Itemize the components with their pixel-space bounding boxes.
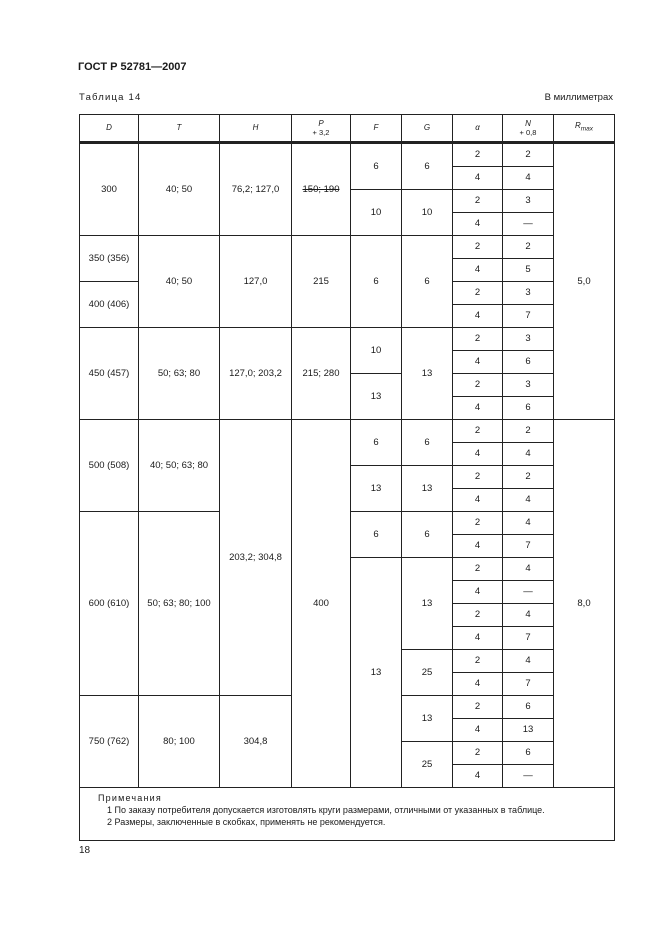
cell-n: 6 [503,350,554,373]
cell-n: 4 [503,166,554,189]
cell-alpha: 4 [453,442,503,465]
cell-alpha: 4 [453,580,503,603]
cell-h: 127,0; 203,2 [220,327,292,419]
note-item: 1 По заказу потребителя допускается изготовлять круги размерами, отличными от указанных в таблице. [107,804,545,815]
cell-n: 3 [503,189,554,212]
cell-p: 150; 190 [292,143,351,235]
cell-r: 5,0 [554,143,615,419]
cell-alpha: 4 [453,166,503,189]
notes-row [80,787,615,840]
cell-alpha: 2 [453,603,503,626]
dimensions-table [79,114,615,841]
cell-n: 7 [503,626,554,649]
cell-g: 13 [402,465,453,511]
col-header-r: $R_{max}$ [554,115,615,142]
cell-alpha: 4 [453,626,503,649]
cell-h: 203,2; 304,8 [220,419,292,695]
cell-f: 13 [351,465,402,511]
col-header-d: D [80,115,139,142]
document-title: ГОСТ Р 52781—2007 [78,61,187,73]
cell-g: 13 [402,327,453,419]
cell-f: 10 [351,189,402,235]
cell-alpha: 4 [453,304,503,327]
cell-alpha: 4 [453,212,503,235]
cell-t: 80; 100 [139,695,220,787]
notes-title: Примечания [98,792,162,803]
cell-alpha: 4 [453,488,503,511]
cell-d: 500 (508) [80,419,139,511]
cell-n: 2 [503,143,554,166]
cell-t: 40; 50 [139,235,220,327]
cell-g: 6 [402,235,453,327]
cell-h: 76,2; 127,0 [220,143,292,235]
cell-n: 4 [503,488,554,511]
cell-n: 4 [503,557,554,580]
cell-n: 4 [503,649,554,672]
cell-f: 6 [351,419,402,465]
cell-n: 13 [503,718,554,741]
cell-g: 6 [402,511,453,557]
cell-alpha: 4 [453,396,503,419]
cell-g: 25 [402,741,453,787]
cell-n: 6 [503,695,554,718]
col-header-t: T [139,115,220,142]
cell-d: 600 (610) [80,511,139,695]
col-header-n: N + 0,8 [503,115,554,142]
col-header-p: P + 3,2 [292,115,351,142]
header-row [80,115,615,142]
cell-n: 3 [503,327,554,350]
cell-alpha: 2 [453,695,503,718]
cell-g: 25 [402,649,453,695]
units-note: В миллиметрах [544,92,613,103]
cell-g: 10 [402,189,453,235]
cell-n: 7 [503,672,554,695]
table-row [80,143,615,166]
cell-alpha: 4 [453,764,503,787]
cell-alpha: 4 [453,718,503,741]
cell-alpha: 2 [453,327,503,350]
cell-f: 13 [351,557,402,787]
cell-n: 3 [503,373,554,396]
cell-n: 6 [503,741,554,764]
cell-n: — [503,212,554,235]
cell-p: 215 [292,235,351,327]
col-header-f: F [351,115,402,142]
cell-g: 13 [402,695,453,741]
cell-r: 8,0 [554,419,615,787]
cell-n: 2 [503,419,554,442]
cell-alpha: 2 [453,189,503,212]
cell-n: 3 [503,281,554,304]
cell-g: 6 [402,143,453,189]
cell-n: — [503,764,554,787]
cell-alpha: 2 [453,741,503,764]
cell-alpha: 4 [453,350,503,373]
cell-n: 6 [503,396,554,419]
cell-d: 450 (457) [80,327,139,419]
cell-alpha: 2 [453,649,503,672]
table-label: Таблица 14 [79,92,142,103]
cell-alpha: 4 [453,258,503,281]
cell-alpha: 2 [453,419,503,442]
cell-f: 13 [351,373,402,419]
cell-t: 50; 63; 80 [139,327,220,419]
cell-n: 2 [503,465,554,488]
cell-t: 40; 50 [139,143,220,235]
table-row [80,327,615,350]
cell-t: 40; 50; 63; 80 [139,419,220,511]
table-row [80,419,615,442]
cell-d: 350 (356) [80,235,139,281]
cell-f: 6 [351,143,402,189]
cell-n: 7 [503,534,554,557]
cell-alpha: 2 [453,465,503,488]
cell-n: 5 [503,258,554,281]
cell-t: 50; 63; 80; 100 [139,511,220,695]
cell-f: 6 [351,235,402,327]
col-header-alpha: α [453,115,503,142]
cell-alpha: 2 [453,557,503,580]
cell-n: 4 [503,603,554,626]
cell-g: 6 [402,419,453,465]
cell-alpha: 2 [453,143,503,166]
cell-p: 215; 280 [292,327,351,419]
note-item: 2 Размеры, заключенные в скобках, применять не рекомендуется. [107,816,386,827]
cell-n: 7 [503,304,554,327]
cell-alpha: 2 [453,235,503,258]
cell-alpha: 4 [453,534,503,557]
col-header-h: H [220,115,292,142]
notes-cell [80,787,615,840]
cell-d: 750 (762) [80,695,139,787]
cell-n: 2 [503,235,554,258]
cell-p: 400 [292,419,351,787]
cell-h: 127,0 [220,235,292,327]
cell-alpha: 2 [453,281,503,304]
cell-n: 4 [503,442,554,465]
table-row [80,235,615,258]
page-number: 18 [79,845,91,856]
cell-alpha: 2 [453,511,503,534]
cell-n: 4 [503,511,554,534]
cell-alpha: 2 [453,373,503,396]
cell-alpha: 4 [453,672,503,695]
cell-f: 10 [351,327,402,373]
cell-n: — [503,580,554,603]
cell-f: 6 [351,511,402,557]
cell-d: 300 [80,143,139,235]
col-header-g: G [402,115,453,142]
cell-d: 400 (406) [80,281,139,327]
cell-h: 304,8 [220,695,292,787]
cell-g: 13 [402,557,453,649]
